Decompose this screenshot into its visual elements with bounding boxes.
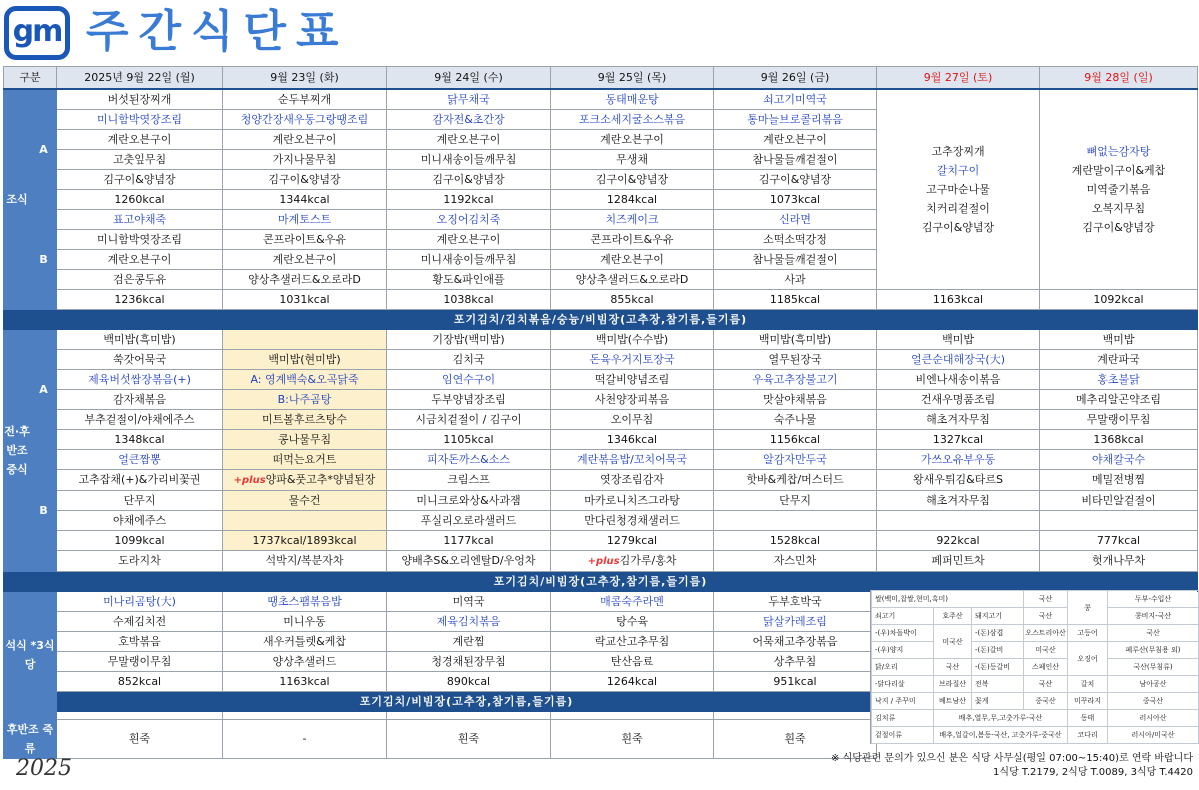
page-header bbox=[0, 0, 1199, 66]
menu-item: 계란오븐구이 bbox=[387, 229, 551, 249]
menu-item bbox=[223, 469, 387, 490]
origin-value: 오스트리아산 bbox=[1024, 625, 1068, 642]
table-row bbox=[4, 490, 1198, 510]
table-row bbox=[4, 469, 1198, 490]
table-row bbox=[4, 550, 1198, 571]
table-row bbox=[4, 429, 1198, 449]
menu-item: 사과 bbox=[714, 269, 877, 289]
menu-item: 통마늘브로콜리볶음 bbox=[714, 109, 877, 129]
contact-note bbox=[831, 752, 1193, 780]
menu-item: 시금치겉절이 / 김구이 bbox=[387, 409, 551, 429]
table-row bbox=[4, 571, 1198, 591]
menu-item: 검은콩두유 bbox=[57, 269, 223, 289]
side-dish-band: 포기김치/김치볶음/숭늉/비빔장(고추장,참기름,들기름) bbox=[4, 309, 1198, 329]
menu-item: 가쓰오유부우동 bbox=[877, 449, 1040, 469]
group-b: B bbox=[31, 209, 57, 309]
menu-item: 락교산고추무침 bbox=[551, 631, 714, 651]
weekend-breakfast-sun bbox=[1040, 89, 1198, 290]
menu-item: 계란오븐구이 bbox=[57, 129, 223, 149]
contact-note-line2: 1식당 T.2179, 2식당 T.0089, 3식당 T.4420 bbox=[993, 767, 1193, 778]
table-row bbox=[4, 449, 1198, 469]
menu-item: 계란오븐구이 bbox=[223, 129, 387, 149]
porridge-item: 흰죽 bbox=[551, 719, 714, 758]
group-a: A bbox=[31, 329, 57, 449]
table-row bbox=[4, 329, 1198, 349]
origin-item: 돼지고기 bbox=[972, 608, 1024, 625]
origin-item: 전복 bbox=[972, 676, 1024, 693]
origin-value: 두부-수입산 bbox=[1108, 591, 1199, 608]
menu-item: 수제김치전 bbox=[57, 611, 223, 631]
menu-item: 숙주나물 bbox=[714, 409, 877, 429]
menu-item: 핫바&케찹/머스터드 bbox=[714, 469, 877, 490]
gm-logo: gm bbox=[4, 6, 70, 60]
menu-item: 제육김치볶음 bbox=[387, 611, 551, 631]
menu-item bbox=[223, 329, 387, 349]
origin-item: 닭/오리 bbox=[872, 659, 934, 676]
menu-item: 소떡소떡강정 bbox=[714, 229, 877, 249]
menu-item: 치커리겉절이 bbox=[926, 201, 990, 215]
menu-item: 오징어김치죽 bbox=[387, 209, 551, 229]
menu-item: B:나주곰탕 bbox=[223, 389, 387, 409]
origin-item: -(돈)등갈비 bbox=[972, 659, 1024, 676]
origin-value: 국산 bbox=[1108, 625, 1199, 642]
group-a: A bbox=[31, 89, 57, 210]
menu-item: 닭무채국 bbox=[387, 89, 551, 110]
tea-item: 양배추S&오리엔탈D/우엉차 bbox=[387, 550, 551, 571]
menu-item: 왕새우튀김&타르S bbox=[877, 469, 1040, 490]
menu-item: 김치국 bbox=[387, 349, 551, 369]
menu-item: 계란말이구이&케찹 bbox=[1071, 163, 1166, 177]
menu-item: 고추잡채(+)&가리비꽃권 bbox=[57, 469, 223, 490]
kcal: 1236kcal bbox=[57, 289, 223, 309]
origin-item: 김치류 bbox=[872, 710, 934, 727]
menu-item: 신라면 bbox=[714, 209, 877, 229]
origin-value: 배추,열무,무,고춧가루-국산 bbox=[934, 710, 1068, 727]
menu-item: 오이무침 bbox=[551, 409, 714, 429]
menu-item: 미역줄기볶음 bbox=[1086, 182, 1151, 196]
menu-item: 임연수구이 bbox=[387, 369, 551, 389]
menu-item: 상추무침 bbox=[714, 651, 877, 671]
menu-item: 김구이&양념장 bbox=[57, 169, 223, 189]
page-title: 주간식단표 bbox=[86, 6, 349, 57]
table-row bbox=[4, 309, 1198, 329]
menu-item: 계란찜 bbox=[387, 631, 551, 651]
origin-value: 베트남산 bbox=[934, 693, 972, 710]
origin-row bbox=[872, 710, 1199, 727]
kcal: 777kcal bbox=[1040, 530, 1198, 550]
kcal: 1031kcal bbox=[223, 289, 387, 309]
menu-item: 버섯된장찌개 bbox=[57, 89, 223, 110]
origin-value: 국산(무침류) bbox=[1108, 659, 1199, 676]
menu-item: 계란오븐구이 bbox=[57, 249, 223, 269]
menu-item: 비엔나새송이볶음 bbox=[877, 369, 1040, 389]
origin-item: 갈치 bbox=[1068, 676, 1108, 693]
menu-item-text: 양파&풋고추*양념된장 bbox=[265, 472, 376, 486]
menu-item: 미니새송이들깨무침 bbox=[387, 249, 551, 269]
origin-row bbox=[872, 727, 1199, 744]
header-gubun: 구분 bbox=[4, 67, 57, 89]
kcal: 1105kcal bbox=[387, 429, 551, 449]
menu-item: 콘프라이트&우유 bbox=[223, 229, 387, 249]
menu-item: 알감자만두국 bbox=[714, 449, 877, 469]
section-lunch: 전·후반조 중식 bbox=[4, 329, 31, 571]
kcal: 1344kcal bbox=[223, 189, 387, 209]
origin-value: 페루산(무침용 외) bbox=[1108, 642, 1199, 659]
porridge-item: 흰죽 bbox=[714, 719, 877, 758]
origin-value: 러시아산 bbox=[1108, 710, 1199, 727]
menu-item: 해초겨자무침 bbox=[877, 409, 1040, 429]
menu-item: 김구이&양념장 bbox=[714, 169, 877, 189]
origin-row bbox=[872, 659, 1199, 676]
origin-value: 국산 bbox=[1024, 676, 1068, 693]
menu-item: 고구마순나물 bbox=[926, 182, 990, 196]
day-header: 9월 24일 (수) bbox=[387, 67, 551, 89]
kcal: 1177kcal bbox=[387, 530, 551, 550]
origin-item: 오징어 bbox=[1068, 642, 1108, 676]
menu-item: 해초겨자무침 bbox=[877, 490, 1040, 510]
menu-item: 제육버섯쌈장볶음(+) bbox=[57, 369, 223, 389]
menu-item: 백미밥(현미밥) bbox=[223, 349, 387, 369]
menu-item: 김구이&양념장 bbox=[387, 169, 551, 189]
menu-item: 백미밥(수수밥) bbox=[551, 329, 714, 349]
menu-item: 맛살야채볶음 bbox=[714, 389, 877, 409]
menu-item: 백미밥(흑미밥) bbox=[57, 329, 223, 349]
weekend-breakfast-sat bbox=[877, 89, 1040, 290]
origin-value: 남아공산 bbox=[1108, 676, 1199, 693]
origin-table-box bbox=[870, 590, 1197, 744]
table-row bbox=[4, 369, 1198, 389]
menu-item: 치즈케이크 bbox=[551, 209, 714, 229]
tea-text: 김가루/홍차 bbox=[619, 553, 677, 567]
menu-item: 계란오븐구이 bbox=[551, 249, 714, 269]
menu-item: 양상추샐러드 bbox=[223, 651, 387, 671]
menu-item: 뼈없는감자탕 bbox=[1086, 144, 1151, 158]
tea-item: 석박지/복분자차 bbox=[223, 550, 387, 571]
menu-item: 양상추샐러드&오로라D bbox=[551, 269, 714, 289]
origin-item: -닭다리살 bbox=[872, 676, 934, 693]
tea-item bbox=[551, 550, 714, 571]
kcal: 1163kcal bbox=[877, 289, 1040, 309]
menu-item: 미니크로와상&사과잼 bbox=[387, 490, 551, 510]
origin-value: 미국산 bbox=[1024, 642, 1068, 659]
origin-row bbox=[872, 591, 1199, 608]
menu-item: 우육고추장불고기 bbox=[714, 369, 877, 389]
menu-item: 참나물들깨겉절이 bbox=[714, 149, 877, 169]
spacer-cell bbox=[714, 711, 877, 719]
side-dish-band: 포기김치/비빔장(고추장,참기름,들기름) bbox=[4, 571, 1198, 591]
menu-item: 계란파국 bbox=[1040, 349, 1198, 369]
menu-item: 김구이&양념장 bbox=[921, 220, 995, 234]
origin-value: 브라질산 bbox=[934, 676, 972, 693]
menu-item: 계란오븐구이 bbox=[551, 129, 714, 149]
menu-item: 두부호박국 bbox=[714, 591, 877, 611]
origin-item: 낙지 / 주꾸미 bbox=[872, 693, 934, 710]
origin-value: 중국산 bbox=[1108, 693, 1199, 710]
origin-item: 쌀(백미,찹쌀,현미,흑미) bbox=[872, 591, 1024, 608]
menu-item: 계란오븐구이 bbox=[714, 129, 877, 149]
menu-item: 떡갈비양념조림 bbox=[551, 369, 714, 389]
menu-item bbox=[877, 510, 1040, 530]
origin-item: -(돈)갈비 bbox=[972, 642, 1024, 659]
menu-item: 쇠고기미역국 bbox=[714, 89, 877, 110]
kcal: 1264kcal bbox=[551, 671, 714, 691]
menu-item: 김구이&양념장 bbox=[1082, 220, 1155, 234]
origin-body bbox=[872, 591, 1199, 744]
menu-item: 탄산음료 bbox=[551, 651, 714, 671]
kcal: 1368kcal bbox=[1040, 429, 1198, 449]
menu-item: 새우커틀렛&케찹 bbox=[223, 631, 387, 651]
section-breakfast: 조식 bbox=[4, 89, 31, 310]
menu-item: 미역국 bbox=[387, 591, 551, 611]
kcal: 1279kcal bbox=[551, 530, 714, 550]
group-b: B bbox=[31, 449, 57, 571]
menu-item: 기장밥(백미밥) bbox=[387, 329, 551, 349]
menu-item: 푸실리오로라샐러드 bbox=[387, 510, 551, 530]
contact-note-line1: ※ 식당관련 문의가 있으신 분은 식당 사무실(평일 07:00~15:40)로 연락 바랍니다 bbox=[831, 753, 1193, 764]
table-row bbox=[4, 349, 1198, 369]
menu-item: 백미밥 bbox=[1040, 329, 1198, 349]
kcal: 콩나물무침 bbox=[223, 429, 387, 449]
menu-item: 단무지 bbox=[714, 490, 877, 510]
menu-item: 사천양장피볶음 bbox=[551, 389, 714, 409]
menu-item: 얼큰순대해장국(大) bbox=[877, 349, 1040, 369]
menu-item: 두부양념장조림 bbox=[387, 389, 551, 409]
origin-value: 국산 bbox=[1024, 608, 1068, 625]
menu-item: 동태매운탕 bbox=[551, 89, 714, 110]
porridge-item: - bbox=[223, 719, 387, 758]
origin-row bbox=[872, 676, 1199, 693]
menu-item: 단무지 bbox=[57, 490, 223, 510]
kcal: 1073kcal bbox=[714, 189, 877, 209]
menu-item: 부추겉절이/야채에주스 bbox=[57, 409, 223, 429]
day-header: 9월 26일 (금) bbox=[714, 67, 877, 89]
kcal: 1348kcal bbox=[57, 429, 223, 449]
origin-value: 미국산 bbox=[934, 625, 972, 659]
menu-item: 계란오븐구이 bbox=[387, 129, 551, 149]
kcal: 1327kcal bbox=[877, 429, 1040, 449]
menu-item: 쑥갓어묵국 bbox=[57, 349, 223, 369]
menu-item: 김구이&양념장 bbox=[223, 169, 387, 189]
menu-item: 돈육우거지토장국 bbox=[551, 349, 714, 369]
kcal: 1346kcal bbox=[551, 429, 714, 449]
table-row bbox=[4, 289, 1198, 309]
menu-item: 백미밥 bbox=[877, 329, 1040, 349]
menu-item: 미나리곰탕(大) bbox=[57, 591, 223, 611]
origin-item: -(우)양지 bbox=[872, 642, 934, 659]
origin-table bbox=[871, 590, 1199, 744]
kcal: 951kcal bbox=[714, 671, 877, 691]
menu-item: 야채칼국수 bbox=[1040, 449, 1198, 469]
kcal: 1163kcal bbox=[223, 671, 387, 691]
tea-item: 도라지차 bbox=[57, 550, 223, 571]
kcal: 890kcal bbox=[387, 671, 551, 691]
plus-badge: +plus bbox=[233, 474, 266, 486]
signature: 2025 bbox=[16, 756, 72, 781]
kcal: 1092kcal bbox=[1040, 289, 1198, 309]
menu-item: 고춧잎무침 bbox=[57, 149, 223, 169]
menu-item: 계란볶음밥/꼬치어묵국 bbox=[551, 449, 714, 469]
side-dish-band: 포기김치/비빔장(고추장,참기름,들기름) bbox=[57, 691, 877, 711]
menu-item: 표고야채죽 bbox=[57, 209, 223, 229]
day-header: 9월 28일 (일) bbox=[1040, 67, 1198, 89]
menu-item: 백미밥(흑미밥) bbox=[714, 329, 877, 349]
menu-item: 감자전&초간장 bbox=[387, 109, 551, 129]
origin-item: -(돈)삼겹 bbox=[972, 625, 1024, 642]
kcal: 1185kcal bbox=[714, 289, 877, 309]
menu-item: 오복지무침 bbox=[1091, 201, 1146, 215]
menu-item: 매콤숙주라멘 bbox=[551, 591, 714, 611]
kcal: 855kcal bbox=[551, 289, 714, 309]
menu-item: 무생채 bbox=[551, 149, 714, 169]
menu-item: 피자돈까스&소스 bbox=[387, 449, 551, 469]
menu-item: 고추장찌개 bbox=[931, 144, 985, 158]
spacer-cell bbox=[387, 711, 551, 719]
day-header: 9월 23일 (화) bbox=[223, 67, 387, 89]
kcal: 1737kcal/1893kcal bbox=[223, 530, 387, 550]
menu-item: 계란오븐구이 bbox=[223, 249, 387, 269]
menu-item: 엿장조림감자 bbox=[551, 469, 714, 490]
kcal: 852kcal bbox=[57, 671, 223, 691]
day-header: 2025년 9월 22일 (월) bbox=[57, 67, 223, 89]
menu-item: 땡초스팸볶음밥 bbox=[223, 591, 387, 611]
menu-item: 콘프라이트&우유 bbox=[551, 229, 714, 249]
porridge-item: 흰죽 bbox=[387, 719, 551, 758]
tea-item: 자스민차 bbox=[714, 550, 877, 571]
kcal: 1284kcal bbox=[551, 189, 714, 209]
spacer-cell bbox=[223, 711, 387, 719]
origin-item: 동태 bbox=[1068, 710, 1108, 727]
origin-value: 국산 bbox=[1024, 591, 1068, 608]
origin-value: 콩비지-국산 bbox=[1108, 608, 1199, 625]
menu-item: 포크소세지굴소스볶음 bbox=[551, 109, 714, 129]
table-row bbox=[4, 389, 1198, 409]
origin-row bbox=[872, 608, 1199, 625]
menu-item: 미트볼후르츠탕수 bbox=[223, 409, 387, 429]
menu-item: 미니새송이들깨무침 bbox=[387, 149, 551, 169]
menu-item: 청경채된장무침 bbox=[387, 651, 551, 671]
table-row bbox=[4, 89, 1198, 110]
origin-item: 코다리 bbox=[1068, 727, 1108, 744]
menu-item: 참나물들깨겉절이 bbox=[714, 249, 877, 269]
table-row bbox=[4, 510, 1198, 530]
menu-item: 미니함박엿장조림 bbox=[57, 229, 223, 249]
origin-value: 호주산 bbox=[934, 608, 972, 625]
menu-item: 건새우명품조림 bbox=[877, 389, 1040, 409]
menu-item: 순두부찌개 bbox=[223, 89, 387, 110]
day-header: 9월 25일 (목) bbox=[551, 67, 714, 89]
origin-value: 스페인산 bbox=[1024, 659, 1068, 676]
menu-item: 얼큰짬뽕 bbox=[57, 449, 223, 469]
menu-item: 마계토스트 bbox=[223, 209, 387, 229]
menu-item: 호박볶음 bbox=[57, 631, 223, 651]
menu-item: 양상추샐러드&오로라D bbox=[223, 269, 387, 289]
section-late: 후반조 죽류 bbox=[4, 719, 57, 758]
kcal: 1156kcal bbox=[714, 429, 877, 449]
menu-item: 가지나물무침 bbox=[223, 149, 387, 169]
origin-row bbox=[872, 642, 1199, 659]
table-row bbox=[4, 409, 1198, 429]
kcal: 922kcal bbox=[877, 530, 1040, 550]
origin-value: 러시아/미국산 bbox=[1108, 727, 1199, 744]
kcal: 1260kcal bbox=[57, 189, 223, 209]
tea-item: 페퍼민트차 bbox=[877, 550, 1040, 571]
menu-item: 김구이&양념장 bbox=[551, 169, 714, 189]
menu-item: 비타민알겉절이 bbox=[1040, 490, 1198, 510]
menu-item: 어묵채고추장볶음 bbox=[714, 631, 877, 651]
kcal: 1038kcal bbox=[387, 289, 551, 309]
porridge-item: 흰죽 bbox=[57, 719, 223, 758]
spacer-cell bbox=[57, 711, 223, 719]
menu-item: 만다린청경채샐러드 bbox=[551, 510, 714, 530]
menu-item: 떠먹는요거트 bbox=[223, 449, 387, 469]
menu-item: 물수건 bbox=[223, 490, 387, 510]
origin-item: 쇠고기 bbox=[872, 608, 934, 625]
menu-item: 청양간장새우동그랑땡조림 bbox=[223, 109, 387, 129]
plus-badge: +plus bbox=[587, 555, 620, 567]
kcal: 1528kcal bbox=[714, 530, 877, 550]
menu-item bbox=[714, 510, 877, 530]
menu-item: 무말랭이무침 bbox=[1040, 409, 1198, 429]
origin-item: 겉절이류 bbox=[872, 727, 934, 744]
origin-value: 배추,얼갈이,봄동-국산, 고춧가루-중국산 bbox=[934, 727, 1068, 744]
menu-item: 마카로니치즈그라탕 bbox=[551, 490, 714, 510]
origin-row bbox=[872, 625, 1199, 642]
menu-item bbox=[223, 510, 387, 530]
menu-item: 감자채볶음 bbox=[57, 389, 223, 409]
menu-item bbox=[1040, 510, 1198, 530]
table-row bbox=[4, 530, 1198, 550]
origin-value: 국산 bbox=[934, 659, 972, 676]
origin-item: 꽃게 bbox=[972, 693, 1024, 710]
menu-item: A: 영계백숙&오곡닭죽 bbox=[223, 369, 387, 389]
menu-item: 크림스프 bbox=[387, 469, 551, 490]
menu-item: 황도&파인애플 bbox=[387, 269, 551, 289]
origin-value: 중국산 bbox=[1024, 693, 1068, 710]
menu-item: 갈치구이 bbox=[936, 163, 980, 177]
menu-item: 닭살카레조림 bbox=[714, 611, 877, 631]
origin-item: -(우)차돌박이 bbox=[872, 625, 934, 642]
menu-item: 메추리알곤약조림 bbox=[1040, 389, 1198, 409]
origin-item: 콩 bbox=[1068, 591, 1108, 625]
spacer-cell bbox=[551, 711, 714, 719]
tea-item: 헛개나무차 bbox=[1040, 550, 1198, 571]
menu-item: 미니함박엿장조림 bbox=[57, 109, 223, 129]
section-dinner: 석식 *3식당 bbox=[4, 591, 57, 719]
day-header: 9월 27일 (토) bbox=[877, 67, 1040, 89]
table-row bbox=[4, 67, 1198, 89]
menu-item: 야채에주스 bbox=[57, 510, 223, 530]
origin-item: 미꾸라지 bbox=[1068, 693, 1108, 710]
menu-item: 열무된장국 bbox=[714, 349, 877, 369]
menu-item: 홍초불닭 bbox=[1040, 369, 1198, 389]
menu-item: 탕수육 bbox=[551, 611, 714, 631]
origin-row bbox=[872, 693, 1199, 710]
menu-item: 미니우동 bbox=[223, 611, 387, 631]
kcal: 1192kcal bbox=[387, 189, 551, 209]
origin-item: 고등어 bbox=[1068, 625, 1108, 642]
menu-item: 무말랭이무침 bbox=[57, 651, 223, 671]
kcal: 1099kcal bbox=[57, 530, 223, 550]
menu-item: 메밀전병찜 bbox=[1040, 469, 1198, 490]
